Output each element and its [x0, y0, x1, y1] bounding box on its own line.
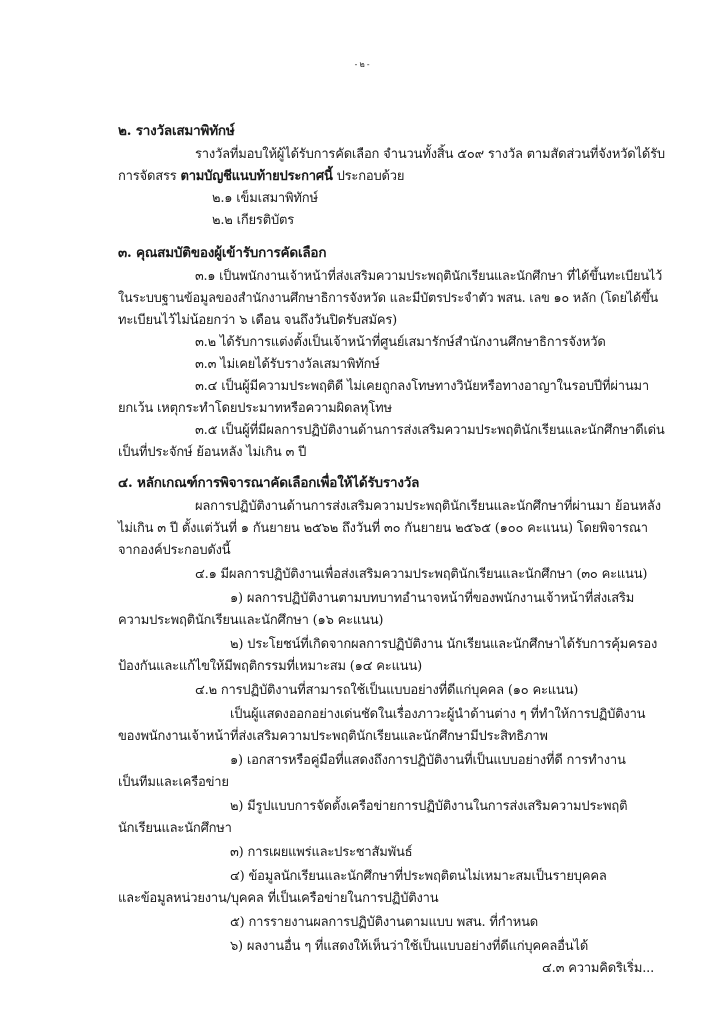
section-4-line: ๔.๒ การปฏิบัติงานที่สามารถใช้เป็นแบบอย่างที่ดีแก่บุคคล (๑๐ คะแนน)	[195, 683, 579, 698]
section-4-line: และข้อมูลหน่วยงาน/บุคคล ที่เป็นเครือข่ายในการปฏิบัติงาน	[118, 891, 439, 906]
section-4-line: ของพนักงานเจ้าหน้าที่ส่งเสริมความประพฤตินักเรียนและนักศึกษามีประสิทธิภาพ	[118, 729, 548, 744]
section-4-line: ๒) ประโยชน์ที่เกิดจากผลการปฏิบัติงาน นักเรียนและนักศึกษาได้รับการคุ้มครอง	[230, 637, 658, 652]
section-3-heading: ๓. คุณสมบัติของผู้เข้ารับการคัดเลือก	[118, 245, 327, 261]
section-2-heading: ๒. รางวัลเสมาพิทักษ์	[118, 123, 235, 139]
section-3-line: ๓.๕ เป็นผู้ที่มีผลการปฏิบัติงานด้านการส่งเสริมความประพฤตินักเรียนและนักศึกษาดีเด่น	[195, 423, 665, 438]
section-2-paragraph-line-1: รางวัลที่มอบให้ผู้ได้รับการคัดเลือก จำนวนทั้งสิ้น ๕๐๙ รางวัล ตามสัดส่วนที่จังหวัดได้รับ	[195, 147, 665, 162]
section-2-paragraph-line-2	[118, 168, 404, 186]
section-4-line: ๔.๑ มีผลการปฏิบัติงานเพื่อส่งเสริมความประพฤตินักเรียนและนักศึกษา (๓๐ คะแนน)	[195, 567, 648, 582]
section-2-paragraph-text: การจัดสรร	[118, 169, 181, 184]
section-4-line: ๕) การรายงานผลการปฏิบัติงานตามแบบ พสน. ที่กำหนด	[230, 915, 538, 930]
section-4-line: เป็นทีมและเครือข่าย	[118, 775, 229, 790]
section-4-line: จากองค์ประกอบดังนี้	[118, 543, 231, 558]
section-4-line: ๑) ผลการปฏิบัติงานตามบทบาทอำนาจหน้าที่ของพนักงานเจ้าหน้าที่ส่งเสริม	[230, 591, 635, 606]
section-4-line: ความประพฤตินักเรียนและนักศึกษา (๑๖ คะแนน)	[118, 613, 384, 628]
section-4-line: ไม่เกิน ๓ ปี ตั้งแต่วันที่ ๑ กันยายน ๒๕๖๒ ถึงวันที่ ๓๐ กันยายน ๒๕๖๕ (๑๐๐ คะแนน) โดยพิจารณา	[118, 521, 648, 536]
section-4-heading: ๔. หลักเกณฑ์การพิจารณาคัดเลือกเพื่อให้ได้รับรางวัล	[118, 475, 420, 491]
section-4-line: ป้องกันและแก้ไขให้มีพฤติกรรมที่เหมาะสม (๑๔ คะแนน)	[118, 659, 423, 674]
section-3-line: ในระบบฐานข้อมูลของสำนักงานศึกษาธิการจังหวัด และมีบัตรประจำตัว พสน. เลข ๑๐ หลัก (โดยได้ขึ้น	[118, 291, 659, 306]
section-4-line: ๔) ข้อมูลนักเรียนและนักศึกษาที่ประพฤติตนไม่เหมาะสมเป็นรายบุคคล	[230, 869, 607, 884]
section-4-line: ๖) ผลงานอื่น ๆ ที่แสดงให้เห็นว่าใช้เป็นแบบอย่างที่ดีแก่บุคคลอื่นได้	[230, 939, 589, 954]
section-3-line: ๓.๒ ได้รับการแต่งตั้งเป็นเจ้าหน้าที่ศูนย์เสมารักษ์สำนักงานศึกษาธิการจังหวัด	[195, 335, 606, 350]
section-2-paragraph-tail: ประกอบด้วย	[332, 169, 405, 184]
section-3-line: ยกเว้น เหตุกระทำโดยประมาทหรือความผิดลหุโทษ	[118, 401, 392, 416]
section-4-line: ๑) เอกสารหรือคู่มือที่แสดงถึงการปฏิบัติงานที่เป็นแบบอย่างที่ดี การทำงาน	[230, 753, 626, 768]
section-2-paragraph-bold: ตามบัญชีแนบท้ายประกาศนี้	[180, 169, 333, 184]
section-2-item: ๒.๒ เกียรติบัตร	[212, 213, 295, 228]
section-4-line: นักเรียนและนักศึกษา	[118, 821, 232, 836]
section-4-line: ผลการปฏิบัติงานด้านการส่งเสริมความประพฤตินักเรียนและนักศึกษาที่ผ่านมา ย้อนหลัง	[195, 499, 661, 514]
section-3-line: ทะเบียนไว้ไม่น้อยกว่า ๖ เดือน จนถึงวันปิดรับสมัคร)	[118, 313, 397, 328]
section-3-line: ๓.๓ ไม่เคยได้รับรางวัลเสมาพิทักษ์	[195, 357, 380, 372]
section-4-line: เป็นผู้แสดงออกอย่างเด่นชัดในเรื่องภาวะผู้นำด้านต่าง ๆ ที่ทำให้การปฏิบัติงาน	[230, 707, 646, 722]
continuation-footer: ๔.๓ ความคิดริเริ่ม...	[542, 961, 654, 976]
section-4-line: ๒) มีรูปแบบการจัดตั้งเครือข่ายการปฏิบัติงานในการส่งเสริมความประพฤติ	[230, 799, 628, 814]
section-2-item: ๒.๑ เข็มเสมาพิทักษ์	[212, 191, 318, 206]
page-number: - ๒ -	[354, 60, 370, 69]
section-3-line: เป็นที่ประจักษ์ ย้อนหลัง ไม่เกิน ๓ ปี	[118, 445, 307, 460]
section-3-line: ๓.๔ เป็นผู้มีความประพฤติดี ไม่เคยถูกลงโทษทางวินัยหรือทางอาญาในรอบปีที่ผ่านมา	[195, 379, 649, 394]
section-4-line: ๓) การเผยแพร่และประชาสัมพันธ์	[230, 845, 413, 860]
section-3-line: ๓.๑ เป็นพนักงานเจ้าหน้าที่ส่งเสริมความประพฤตินักเรียนและนักศึกษา ที่ได้ขึ้นทะเบียนไว้	[195, 269, 663, 284]
